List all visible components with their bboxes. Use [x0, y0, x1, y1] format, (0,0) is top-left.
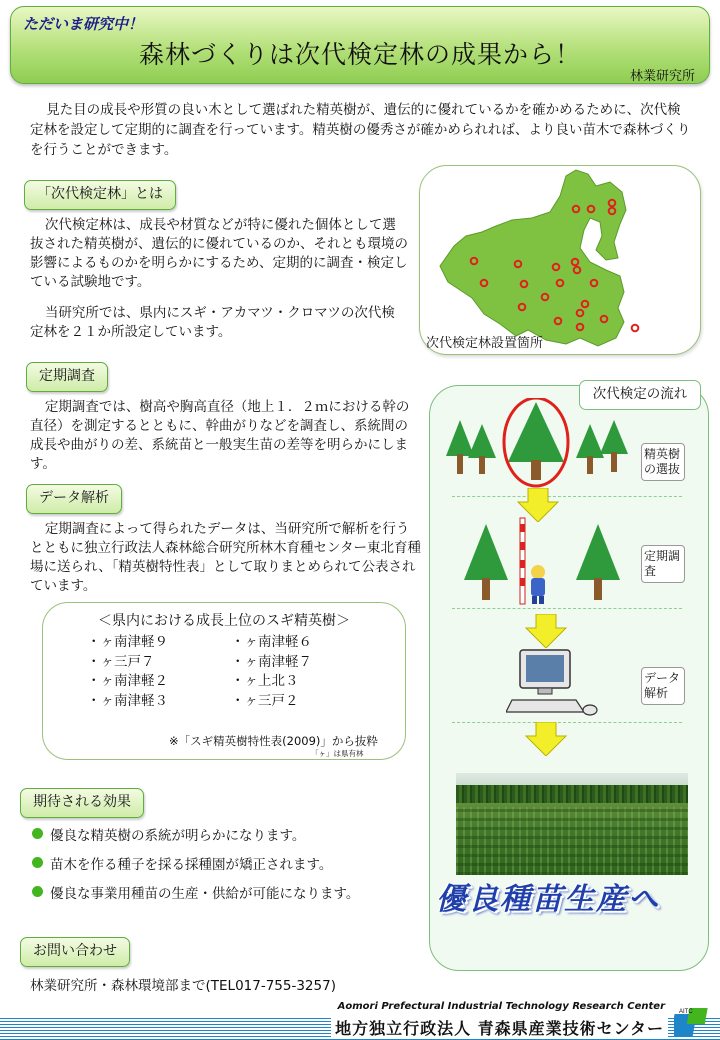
step-label-analysis: データ解析 — [641, 667, 685, 705]
analysis-paragraph: 定期調査によって得られたデータは、当研究所で解析を行うとともに独立行政法人森林総合研究所林木育種センター東北育種場に送られ、「精英樹特性表」として取りまとめられて公表されています。 — [30, 521, 421, 594]
site-marker — [632, 325, 639, 332]
down-arrow-icon — [524, 614, 568, 648]
ranking-item: ・ ヶ三戸２ — [231, 692, 312, 712]
map-panel — [419, 165, 701, 355]
header-tag: ただいま研究中！ — [23, 15, 144, 33]
ranking-item: ・ ヶ南津軽３ — [87, 692, 168, 712]
aomori-map — [420, 166, 702, 356]
header-banner — [10, 6, 710, 84]
section-label-survey: 定期調査 — [26, 362, 108, 392]
section-label-analysis: データ解析 — [26, 484, 122, 514]
aitc-logo-icon — [674, 1006, 712, 1038]
logo-text: AITC — [679, 1009, 693, 1015]
effects-list — [32, 824, 359, 911]
mutsu-bay — [584, 228, 598, 252]
survey-paragraph: 定期調査では、樹高や胸高直径（地上１．２ｍにおける幹の直径）を測定するとともに、幹曲がりなどを調査し、系統間の成長や曲がりの差、系統苗と一般実生苗の差等を明らかにします。 — [30, 399, 410, 472]
ranking-column-1 — [87, 633, 168, 711]
ranking-item: ・ ヶ南津軽７ — [231, 653, 312, 673]
tree-icon — [468, 424, 496, 458]
seed-orchard-photo — [456, 773, 688, 875]
tree-icon — [576, 424, 604, 458]
tree-icon — [464, 524, 508, 580]
ranking-item: ・ ヶ上北３ — [231, 672, 312, 692]
map-land — [440, 170, 626, 346]
page-title: 森林づくりは次代検定林の成果から！ — [138, 40, 581, 69]
intro-text: 見た目の成長や形質の良い木として選ばれた精英樹が、遺伝的に優れているかを確かめるために、次代検定林を設定して定期的に調査を行っています。精英樹の優秀さが確かめられれば、より良い苗木で森林づくりを行うことができます。 — [30, 102, 691, 158]
ranking-item: ・ ヶ南津軽９ — [87, 633, 168, 653]
ranking-source-note: ※「スギ精英樹特性表(2009)」から抜粋 — [169, 734, 378, 748]
definition-paragraph-2: 当研究所では、県内にスギ・アカマツ・クロマツの次代検定林を２１か所設定しています。 — [30, 305, 395, 340]
worker-icon — [531, 565, 545, 579]
survey-illustration — [452, 514, 632, 610]
tree-icon — [508, 402, 564, 462]
effect-item: 優良な精英樹の系統が明らかになります。 — [32, 824, 359, 853]
definition-paragraph-1: 次代検定林は、成長や材質などが特に優れた個体として選抜された精英樹が、遺伝的に優れているのか、それとも環境の影響によるものかを明らかにするため、定期的に調査・検定している試験地です。 — [30, 217, 408, 290]
section-label-effects: 期待される効果 — [20, 788, 144, 818]
section-label-definition: 「次代検定林」とは — [24, 180, 176, 210]
selection-trees-illustration — [442, 398, 642, 490]
effect-item: 優良な事業用種苗の生産・供給が可能になります。 — [32, 882, 359, 911]
ranking-box — [42, 602, 406, 760]
flow-divider — [452, 496, 682, 497]
step-label-survey: 定期調査 — [641, 545, 685, 583]
ranking-column-2 — [231, 633, 312, 711]
effect-item: 苗木を作る種子を採る採種園が矯正されます。 — [32, 853, 359, 882]
ranking-legend-note: 「ヶ」は県有林 — [311, 749, 364, 758]
ranking-title: ＜県内における成長上位のスギ精英樹＞ — [98, 613, 350, 629]
header-org: 林業研究所 — [629, 69, 695, 84]
ranking-item: ・ ヶ三戸７ — [87, 653, 168, 673]
step-label-selection: 精英樹の選抜 — [641, 443, 685, 481]
footer-org-english: Aomori Prefectural Industrial Technology Research Center — [335, 1001, 668, 1012]
ranking-item: ・ ヶ南津軽６ — [231, 633, 312, 653]
contact-text: 林業研究所・森林環境部まで(TEL017-755-3257) — [30, 978, 336, 994]
footer-org-japanese: 地方独立行政法人 青森県産業技術センター — [331, 1016, 668, 1039]
tree-icon — [446, 420, 474, 456]
flow-result-text: 優良種苗生産へ — [436, 882, 660, 917]
computer-icon — [506, 648, 602, 722]
map-caption: 次代検定林設置箇所 — [426, 336, 544, 351]
tree-icon — [576, 524, 620, 580]
section-label-contact: お問い合わせ — [20, 937, 130, 967]
ranking-item: ・ ヶ南津軽２ — [87, 672, 168, 692]
tree-icon — [600, 420, 628, 454]
flow-divider — [452, 608, 682, 609]
flow-label: 次代検定の流れ — [579, 380, 701, 410]
down-arrow-icon — [524, 722, 568, 756]
